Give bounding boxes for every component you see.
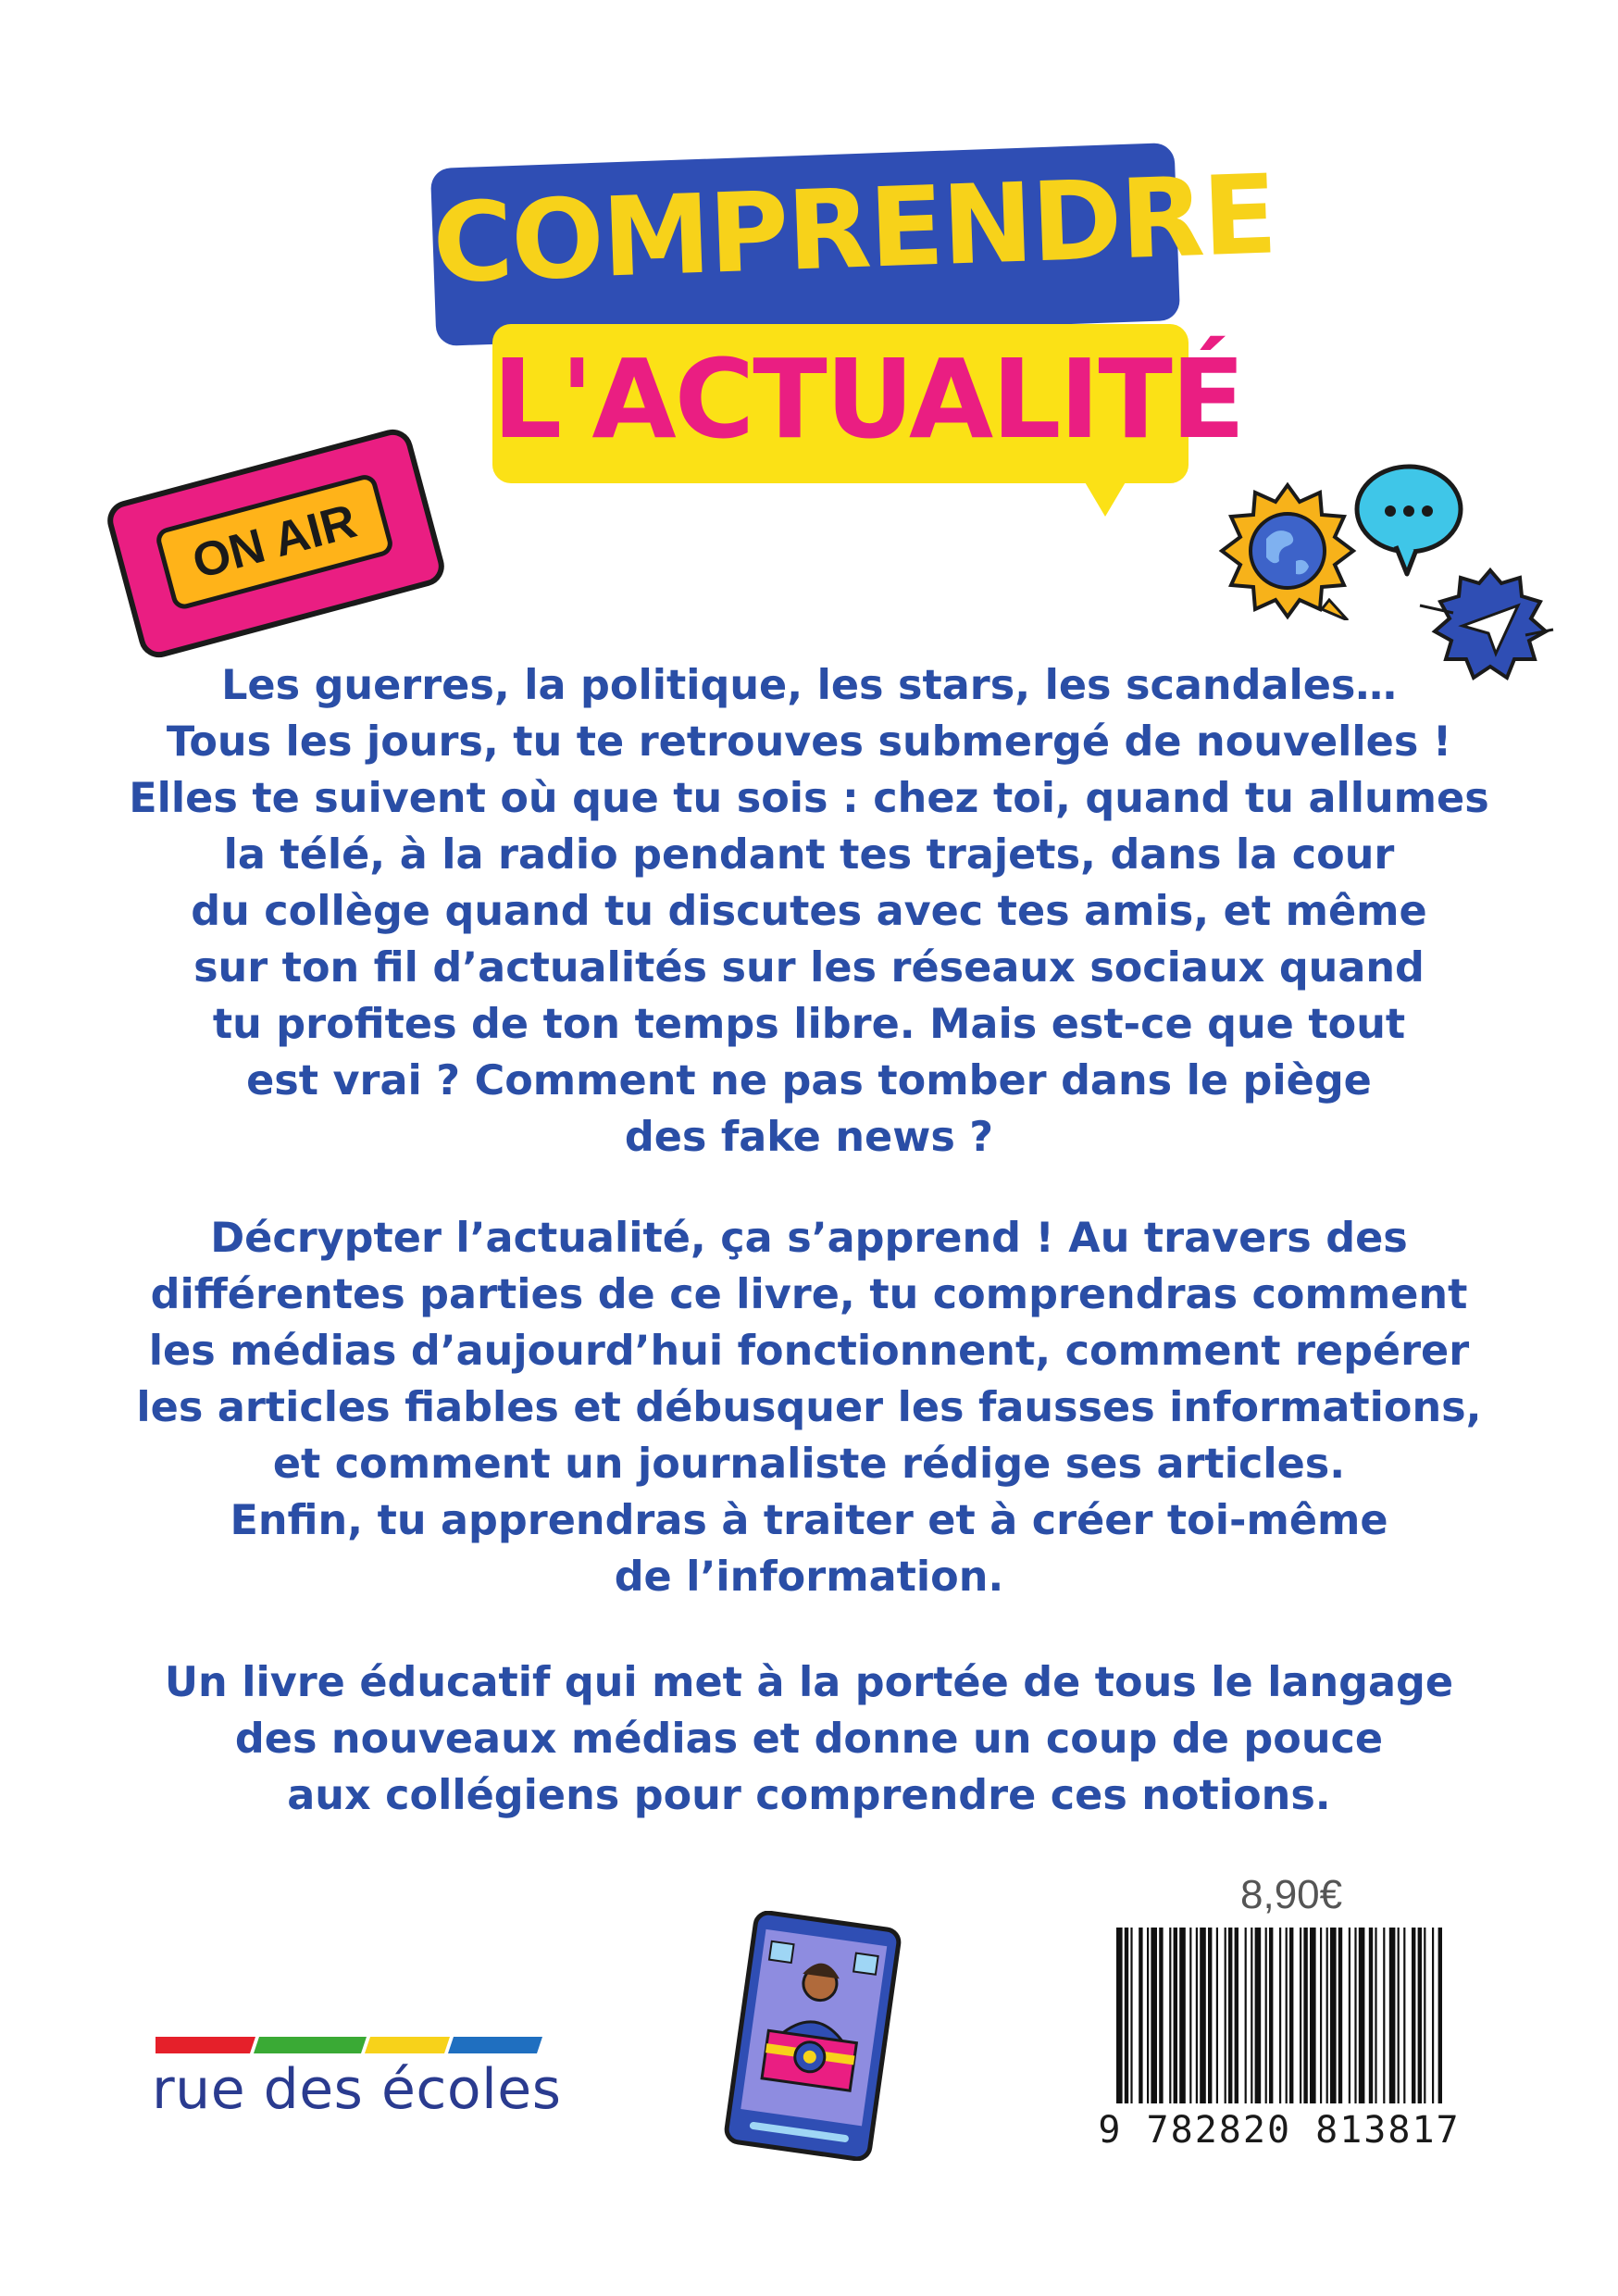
chat-bubble-icon [1351,459,1472,580]
title-bubble-top [430,143,1278,346]
on-air-sign [103,425,448,662]
publisher-logo-stripes [156,2037,544,2055]
title-bubble-bottom [492,324,1244,483]
publisher-name: rue des écoles [152,2057,562,2122]
description-paragraph-2: Décrypter l’actualité, ça s’apprend ! Au travers des différentes parties de ce livre, tu comprendras comment les médias d’aujourd’hui fonctionnent, comment repérer les articles fiables et débusquer les fausses informations, et comment un journaliste rédige ses articles. Enfin, tu apprendras à traiter et à créer toi-même de l’information. [136,1215,1482,1601]
description-paragraph-1: Les guerres, la politique, les stars, les scandales… Tous les jours, tu te retrouves submergé de nouvelles ! Elles te suivent où que tu sois : chez toi, quand tu allumes la télé, à la radio pendant tes trajets, dans la cour du collège quand tu discutes avec tes amis, et même sur ton fil d’actualités sur les réseaux sociaux quand tu profites de ton temps libre. Mais est-ce que tout est vrai ? Comment ne pas tomber dans le piège des fake news ? [129,662,1489,1161]
globe-sticker-icon [1218,481,1357,620]
title-line-2: L'ACTUALITÉ [492,335,1244,463]
isbn-number: 9 782820 813817 [1098,2109,1461,2152]
on-air-label: ON AIR [154,472,395,612]
description-paragraph-3: Un livre éducatif qui met à la portée de tous le langage des nouveaux médias et donne un coup de pouce aux collégiens pour comprendre ces notions. [164,1659,1454,1819]
speech-bubble-tail [1081,476,1129,517]
barcode [1114,1928,1448,2103]
title-line-1: COMPRENDRE [430,150,1278,307]
tablet-news-anchor-icon [720,1911,905,2161]
price-label: 8,90€ [1240,1872,1343,1917]
